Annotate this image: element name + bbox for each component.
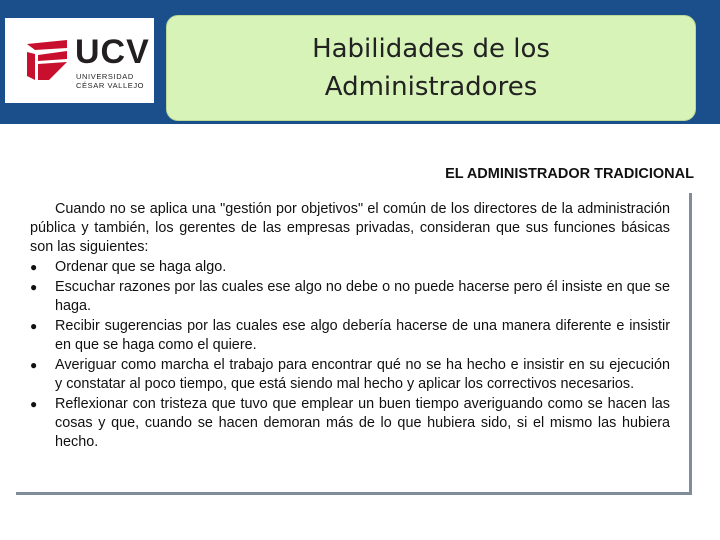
list-item	[30, 356, 670, 394]
bullet-icon: ●	[30, 397, 38, 411]
document-body	[30, 200, 670, 452]
logo-subtitle-line2: CÉSAR VALLEJO	[76, 81, 145, 90]
bullet-icon: ●	[30, 319, 38, 333]
logo-wordmark: UCV	[75, 33, 150, 71]
list-item-text: Escuchar razones por las cuales ese algo no debe o no puede hacerse pero él insiste en que se haga.	[55, 279, 670, 314]
logo-subtitle-line1: UNIVERSIDAD	[76, 72, 134, 81]
bullet-icon: ●	[30, 358, 38, 372]
title-box	[166, 15, 696, 121]
bullet-icon: ●	[30, 280, 38, 294]
list-item	[30, 395, 670, 452]
slide-title: Habilidades de los Administradores	[312, 34, 550, 102]
university-logo	[5, 18, 154, 103]
list-item	[30, 317, 670, 355]
list-item-text: Reflexionar con tristeza que tuvo que emplear un buen tiempo averiguando como se hacen las cosas y que, cuando se hacen demoran más de lo que hubiera sido, si el mismo las hubiera hecho.	[55, 396, 670, 450]
list-item-text: Averiguar como marcha el trabajo para encontrar qué no se ha hecho e insistir en su ejecución y constatar al poco tiempo, que está siendo mal hecho y aplicar los correctivos necesarios.	[55, 357, 670, 392]
bullet-icon: ●	[30, 260, 38, 274]
document-heading: EL ADMINISTRADOR TRADICIONAL	[445, 166, 694, 182]
ucv-shield-logo	[25, 38, 69, 82]
logo-subtitle	[76, 72, 144, 90]
document-intro: Cuando no se aplica una "gestión por objetivos" el común de los directores de la administración pública y también, los gerentes de las empresas privadas, consideran que sus funciones básicas son las siguientes:	[30, 201, 670, 255]
list-item	[30, 258, 670, 277]
list-item-text: Recibir sugerencias por las cuales ese algo debería hacerse de una manera diferente e insistir en que se haga como el quiere.	[55, 318, 670, 353]
functions-list	[30, 258, 670, 452]
list-item-text: Ordenar que se haga algo.	[55, 259, 227, 275]
list-item	[30, 278, 670, 316]
